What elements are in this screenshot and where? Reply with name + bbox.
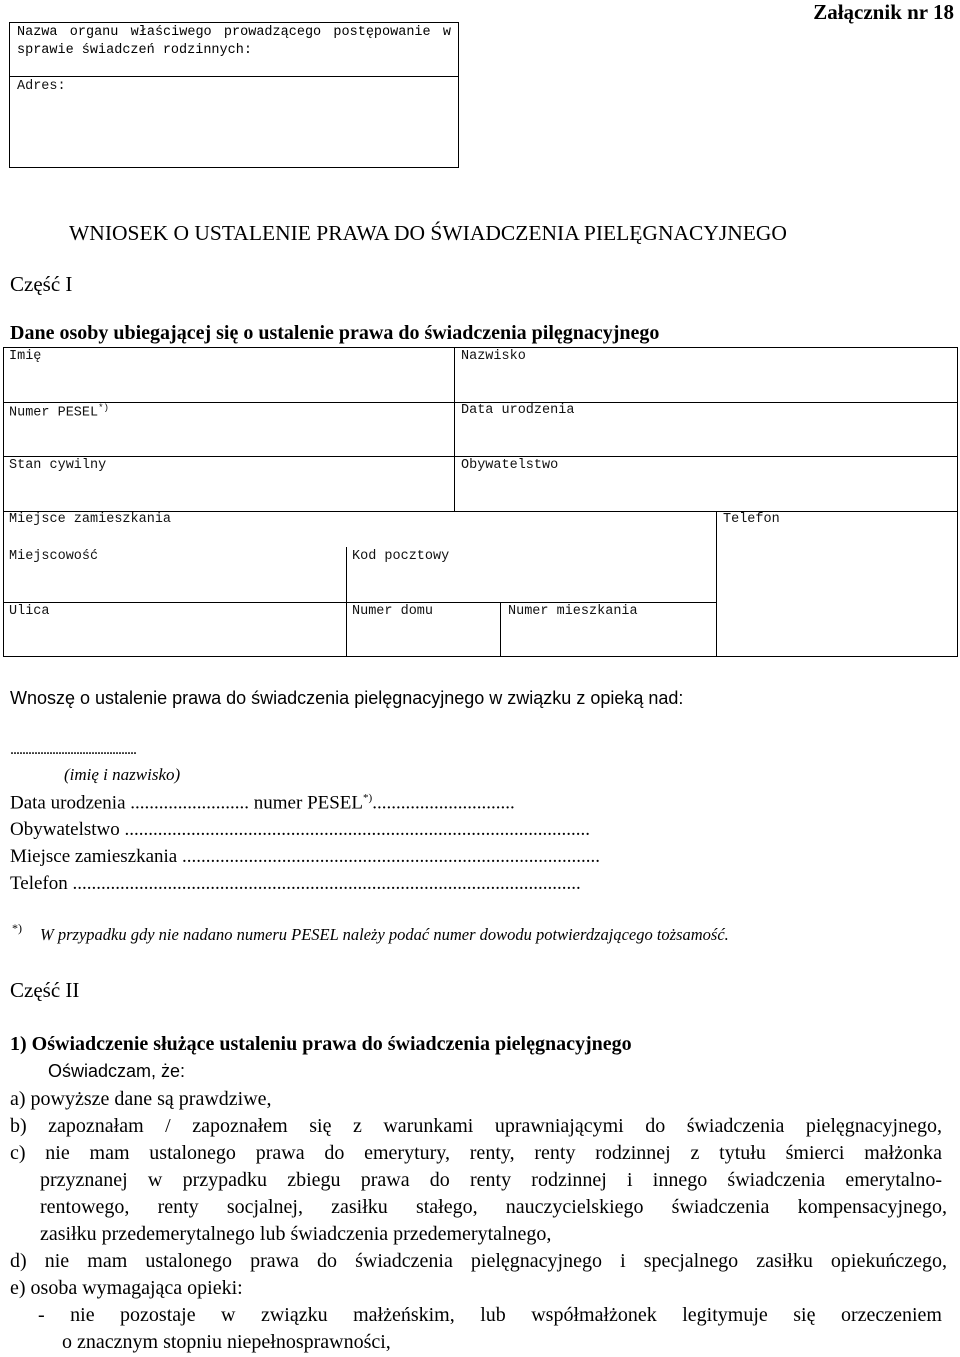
annex-label: Załącznik nr 18: [813, 0, 954, 24]
birth-date-label: Data urodzenia: [461, 403, 575, 418]
part1-subheading: Dane osoby ubiegającej się o ustalenie prawa do świadczenia pilęgnacyjnego: [10, 322, 660, 344]
item-c-line3: rentowego, renty socjalnej, zasiłku stałego, nauczycielskiego świadczenia kompensacyjnego,: [40, 1196, 947, 1218]
phone-line: Telefon ...........................................................................................................: [10, 873, 581, 894]
house-no-label: Numer domu: [352, 604, 434, 619]
request-text: Wnoszę o ustalenie prawa do świadczenia pielęgnacyjnego w związku z opieką nad:: [10, 688, 684, 708]
name-hint: (imię i nazwisko): [64, 765, 181, 784]
pesel-line-mark: *): [363, 792, 373, 804]
pesel-line-text: numer PESEL: [249, 792, 364, 814]
pesel-line-dots: ..............................: [372, 792, 515, 814]
apartment-no-label: Numer mieszkania: [508, 604, 638, 619]
footnote-mark: *): [12, 921, 22, 935]
item-e1-line1: - nie pozostaje w związku małżeńskim, lub współmałżonek legitymuje się orzeczeniem: [38, 1304, 942, 1326]
item-c-line1: c) nie mam ustalonego prawa do emerytury, renty, renty rodzinnej z tytułu śmierci małżonka: [10, 1142, 942, 1164]
item-a: a) powyższe dane są prawdziwe,: [10, 1088, 272, 1110]
first-name-label: Imię: [9, 349, 42, 364]
item-b: b) zapoznałam / zapoznałem się z warunkami uprawniającymi do świadczenia pielęgnacyjnego,: [10, 1115, 942, 1137]
grid-vline: [346, 547, 347, 657]
birth-date-line: [10, 792, 515, 814]
city-label: Miejscowość: [9, 549, 99, 564]
item-d: d) nie mam ustalonego prawa do świadczenia pielęgnacyjnego i specjalnego zasiłku opiekuńczego,: [10, 1250, 947, 1272]
residence-label: Miejsce zamieszkania: [9, 512, 172, 527]
item-e: e) osoba wymagająca opieki:: [10, 1277, 243, 1299]
grid-vline: [716, 511, 717, 657]
birth-date-line-text: Data urodzenia .........................: [10, 792, 250, 814]
grid-vline: [500, 602, 501, 657]
address-label: Adres:: [17, 79, 66, 94]
declare-text: Oświadczam, że:: [48, 1061, 186, 1081]
residence-line: Miejsce zamieszkania ........................................................................................: [10, 846, 600, 867]
grid-hline: [3, 602, 717, 603]
item-c-line2: przyznanej w przypadku zbiegu prawa do renty rodzinnej i innego świadczenia emerytalno-: [40, 1169, 942, 1191]
name-dots: ..........................................: [10, 741, 136, 758]
grid-vline: [454, 347, 455, 511]
postal-code-label: Kod pocztowy: [352, 549, 450, 564]
authority-label: Nazwa organu właściwego prowadzącego postępowanie w sprawie świadczeń rodzinnych:: [17, 25, 451, 58]
footnote-text: W przypadku gdy nie nadano numeru PESEL należy podać numer dowodu potwierdzającego tożsamość.: [40, 925, 729, 944]
applicant-data-grid: [3, 347, 958, 657]
phone-label: Telefon: [723, 512, 780, 527]
marital-status-label: Stan cywilny: [9, 458, 107, 473]
section1-title: 1) Oświadczenie służące ustaleniu prawa do świadczenia pielęgnacyjnego: [10, 1033, 632, 1055]
authority-divider: [9, 76, 459, 77]
item-c-line4: zasiłku przedemerytalnego lub świadczenia przedemerytalnego,: [40, 1223, 552, 1245]
part2-heading: Część II: [10, 978, 80, 1002]
pesel-label: Numer PESEL*): [9, 403, 109, 421]
pesel-footnote-mark: *): [98, 403, 109, 413]
item-e1-line2: o znacznym stopniu niepełnosprawności,: [62, 1331, 391, 1353]
citizenship-line: Obywatelstwo ..................................................................................................: [10, 819, 591, 840]
grid-hline: [3, 456, 958, 457]
citizenship-label: Obywatelstwo: [461, 458, 559, 473]
street-label: Ulica: [9, 604, 50, 619]
form-title: WNIOSEK O USTALENIE PRAWA DO ŚWIADCZENIA PIELĘGNACYJNEGO: [69, 221, 787, 245]
part1-heading: Część I: [10, 272, 73, 296]
last-name-label: Nazwisko: [461, 349, 526, 364]
